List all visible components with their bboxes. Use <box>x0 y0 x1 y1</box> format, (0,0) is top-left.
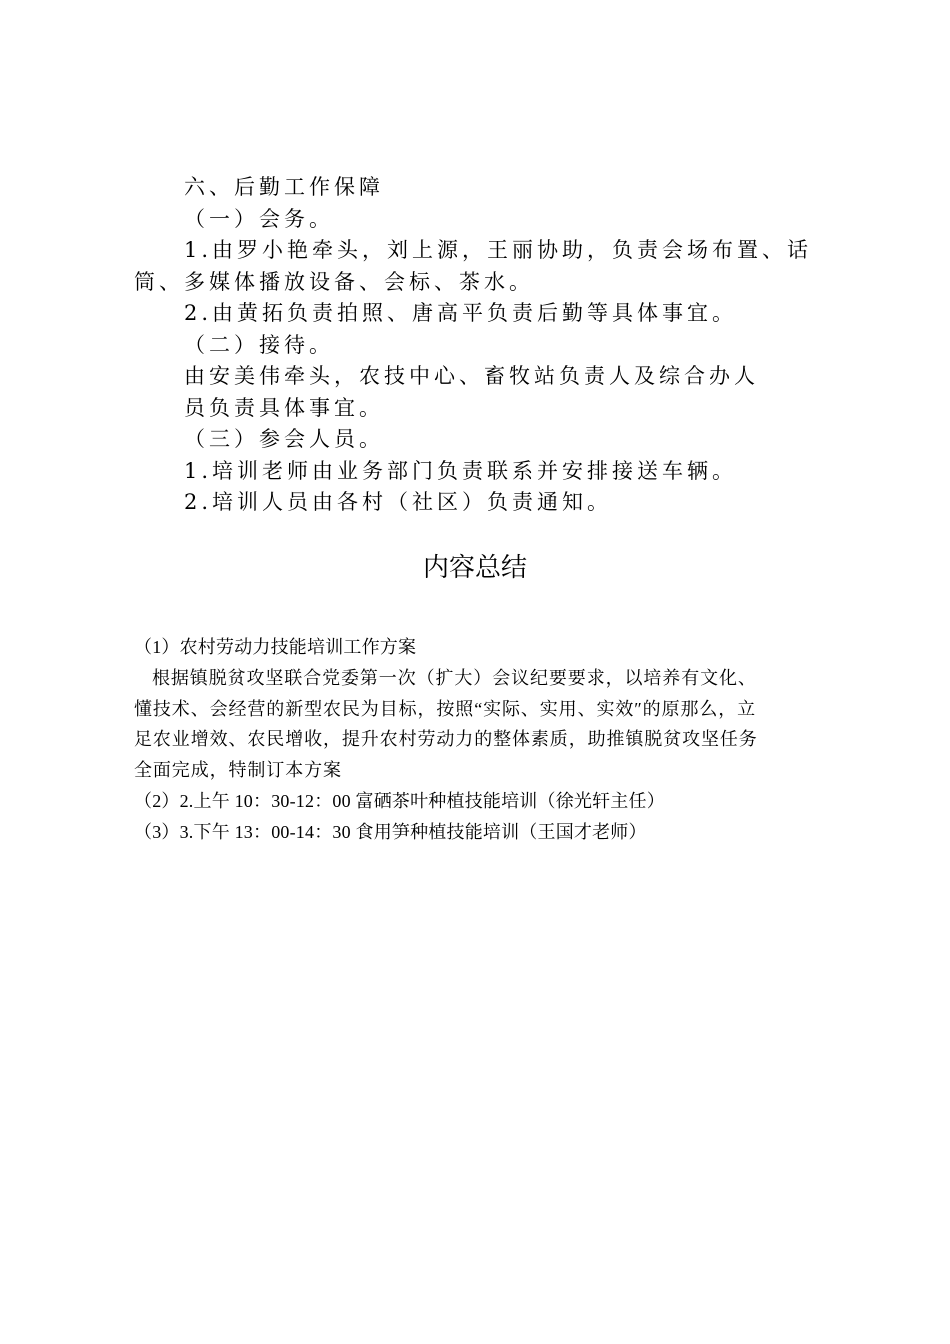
summary-point-1-body-line-2: 懂技术、会经营的新型农民为目标，按照“实际、实用、实效″的原那么，立 <box>134 698 757 719</box>
attendees-item-1: 1.培训老师由业务部门负责联系并安排接送车辆。 <box>184 458 738 483</box>
summary-point-3: （3）3.下午 13：00-14：30 食用笋种植技能培训（王国才老师） <box>134 821 647 842</box>
attendees-item-2: 2.培训人员由各村（社区）负责通知。 <box>184 490 613 514</box>
subsection-heading-attendees: （三）参会人员。 <box>184 427 384 451</box>
summary-point-1-body-line-4: 全面完成，特制订本方案 <box>134 760 342 781</box>
logistics-section <box>134 172 824 519</box>
summary-point-1-body-line-3: 足农业增效、农民增收，提升农村劳动力的整体素质，助推镇脱贫攻坚任务 <box>134 729 758 750</box>
subsection-heading-meeting: （一）会务。 <box>184 206 334 231</box>
summary-title: 内容总结 <box>422 553 527 583</box>
reception-line-2: 员负责具体事宜。 <box>184 395 384 420</box>
meeting-item-1-line-1: 1.由罗小艳牵头，刘上源，王丽协助，负责会场布置、话 <box>184 238 813 262</box>
subsection-heading-reception: （二）接待。 <box>184 332 334 357</box>
summary-point-1-heading: （1）农村劳动力技能培训工作方案 <box>134 637 417 657</box>
meeting-item-1-line-2: 筒、多媒体播放设备、会标、茶水。 <box>134 269 534 294</box>
summary-section <box>134 632 834 848</box>
summary-point-1-body-line-1: 根据镇脱贫攻坚联合党委第一次（扩大）会议纪要要求，以培养有文化、 <box>152 667 757 688</box>
section-heading: 六、后勤工作保障 <box>184 175 384 199</box>
reception-line-1: 由安美伟牵头，农技中心、畜牧站负责人及综合办人 <box>184 364 759 388</box>
meeting-item-2: 2.由黄拓负责拍照、唐高平负责后勤等具体事宜。 <box>184 301 738 325</box>
summary-point-2: （2）2.上午 10：30-12：00 富硒茶叶种植技能培训（徐光轩主任） <box>134 790 665 811</box>
